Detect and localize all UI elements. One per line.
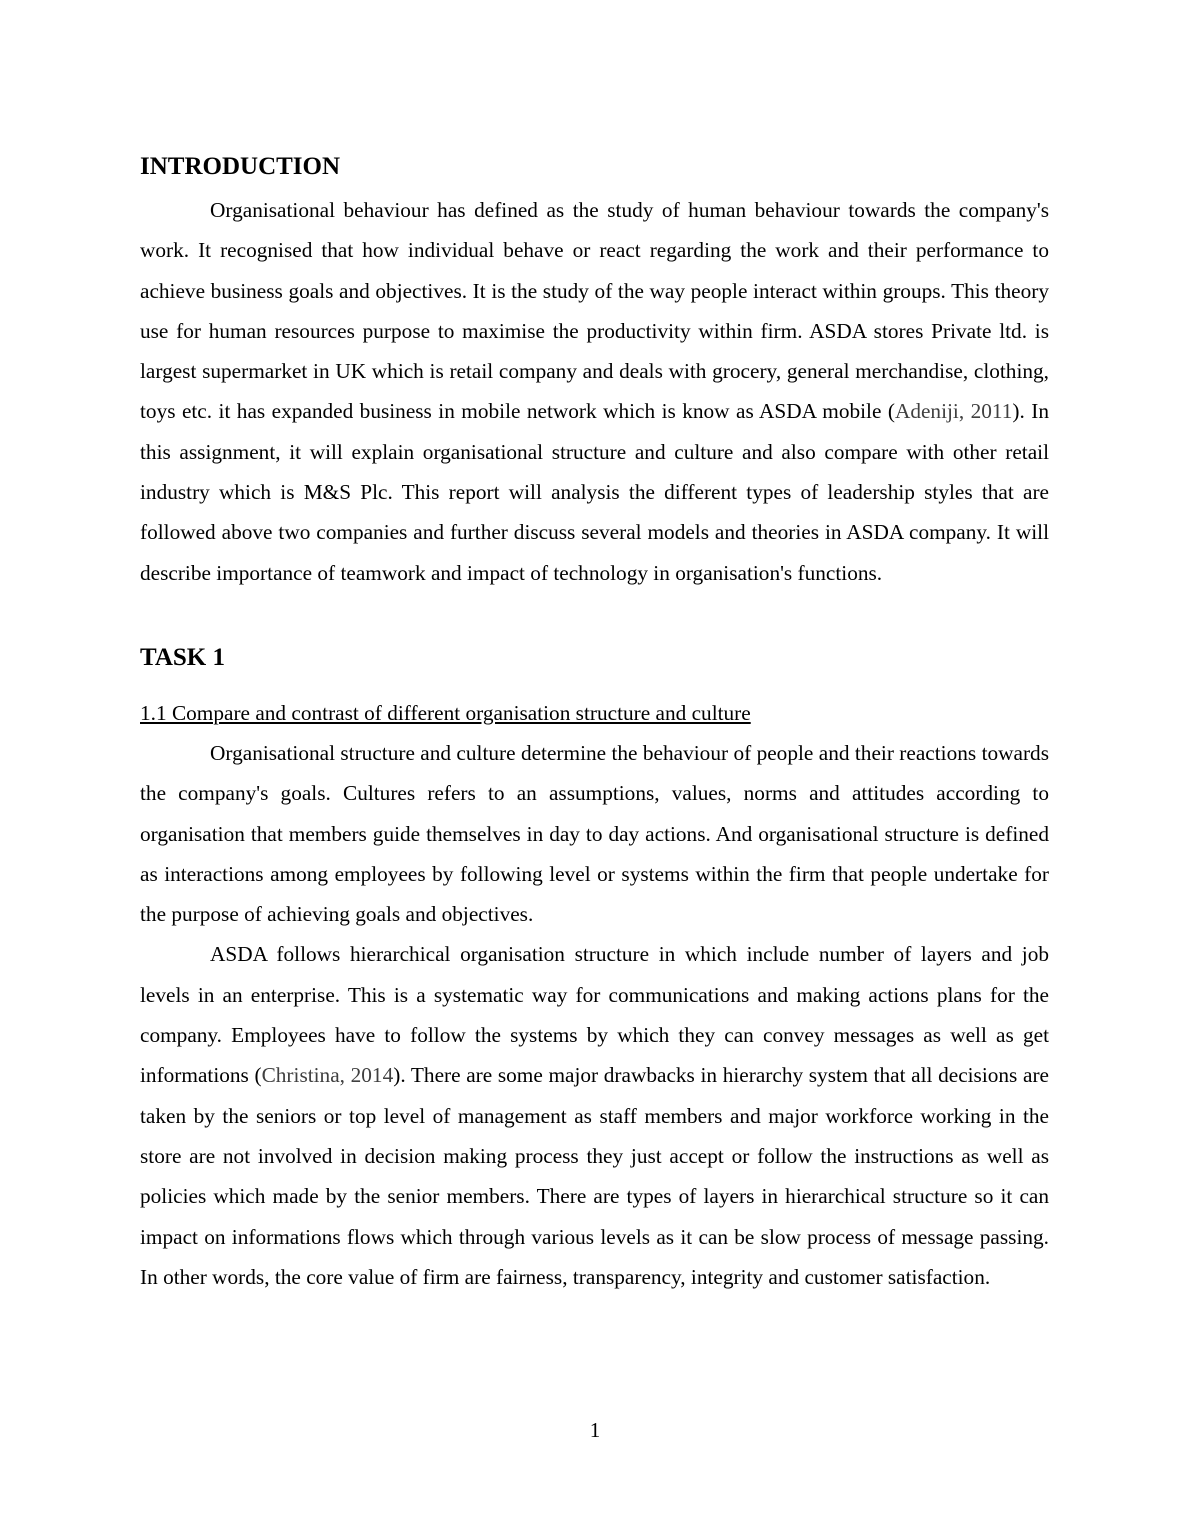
page-number: 1 (589, 1418, 601, 1442)
citation: Adeniji, 2011 (894, 399, 1013, 424)
introduction-heading: INTRODUCTION (140, 153, 341, 180)
text: ASDA follows hierarchical organisation structure in which include number of layers and job levels in an enterprise. This is a systematic way for communications and making actions plans for the company. Employees have to follow the systems by which they can convey messages as well as get informations ( (140, 942, 1049, 1088)
document-page (140, 150, 1049, 1297)
task1-heading: TASK 1 (140, 643, 225, 671)
task1-paragraph-2 (140, 934, 1049, 1297)
citation: Christina, 2014 (261, 1063, 394, 1088)
task1-paragraph-1: Organisational structure and culture determine the behaviour of people and their reactions towards the company's goals. Cultures refers to an assumptions, values, norms and attitudes according to organisation that members guide themselves in day to day actions. And organisational structure is defined as interactions among employees by following level or systems within the firm that people undertake for the purpose of achieving goals and objectives. (140, 740, 1049, 927)
text: ). There are some major drawbacks in hierarchy system that all decisions are taken by the seniors or top level of management as staff members and major workforce working in the store are not involved in decision making process they just accept or follow the instructions as well as policies which made by the senior members. There are types of layers in hierarchical structure so it can impact on informations flows which through various levels as it can be slow process of message passing. In other words, the core value of firm are fairness, transparency, integrity and customer satisfaction. (140, 1063, 1049, 1289)
introduction-paragraph (140, 190, 1049, 593)
text: ). In this assignment, it will explain organisational structure and culture and also compare with other retail industry which is M&S Plc. This report will analysis the different types of leadership styles that are followed above two companies and further discuss several models and theories in ASDA company. It will describe importance of teamwork and impact of technology in organisation's functions. (140, 399, 1049, 585)
section-subheading: 1.1 Compare and contrast of different organisation structure and culture (140, 700, 751, 725)
text: Organisational behaviour has defined as the study of human behaviour towards the company's work. It recognised that how individual behave or react regarding the work and their performance to achieve business goals and objectives. It is the study of the way people interact within groups. This theory use for human resources purpose to maximise the productivity within firm. ASDA stores Private ltd. is largest supermarket in UK which is retail company and deals with grocery, general merchandise, clothing, toys etc. it has expanded business in mobile network which is know as ASDA mobile ( (140, 198, 1049, 424)
